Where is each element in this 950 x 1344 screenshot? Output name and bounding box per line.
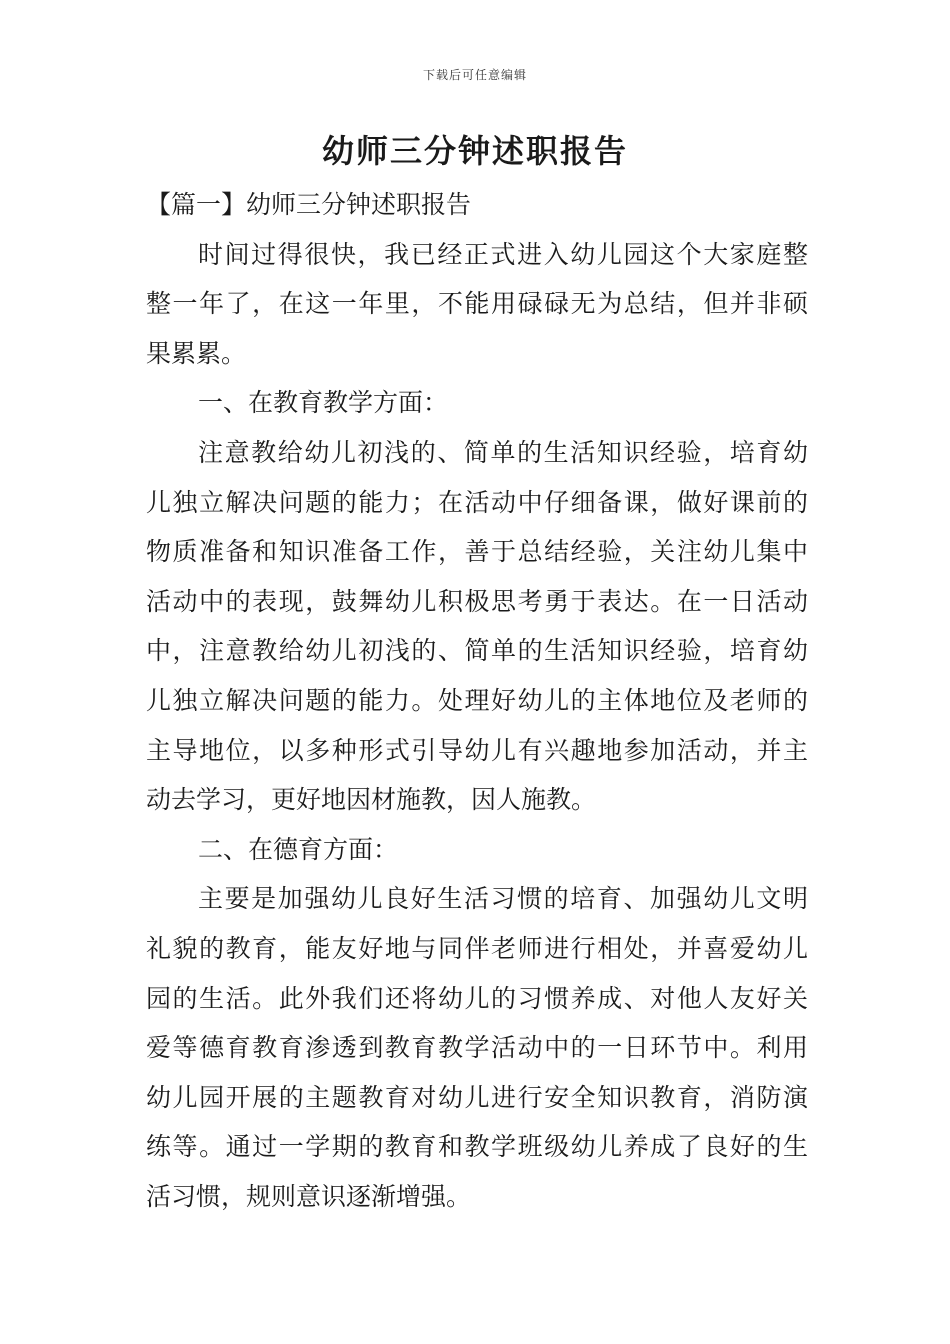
paragraph-line: 物质准备和知识准备工作，善于总结经验，关注幼儿集中 (146, 537, 808, 567)
paragraph-line: 中，注意教给幼儿初浅的、简单的生活知识经验，培育幼 (146, 636, 808, 666)
section-heading: 【篇一】幼师三分钟述职报告 (146, 190, 472, 219)
paragraph-line: 儿独立解决问题的能力。处理好幼儿的主体地位及老师的 (146, 685, 808, 715)
paragraph-line: 活习惯，规则意识逐渐增强。 (146, 1181, 472, 1211)
paragraph-line: 动去学习，更好地因材施教，因人施教。 (146, 785, 597, 815)
subheading: 一、在教育教学方面： (198, 388, 449, 418)
paragraph-line: 活动中的表现，鼓舞幼儿积极思考勇于表达。在一日活动 (146, 586, 808, 616)
paragraph-line: 幼儿园开展的主题教育对幼儿进行安全知识教育，消防演 (146, 1082, 808, 1112)
subheading: 二、在德育方面： (198, 834, 399, 864)
paragraph-line: 儿独立解决问题的能力；在活动中仔细备课，做好课前的 (146, 487, 808, 517)
document-body (146, 180, 808, 1221)
paragraph-line: 整一年了，在这一年里，不能用碌碌无为总结，但并非硕 (146, 289, 808, 319)
paragraph-line: 园的生活。此外我们还将幼儿的习惯养成、对他人友好关 (146, 983, 808, 1013)
paragraph-line: 注意教给幼儿初浅的、简单的生活知识经验，培育幼 (198, 437, 808, 467)
paragraph-line: 练等。通过一学期的教育和教学班级幼儿养成了良好的生 (146, 1132, 808, 1162)
document-title: 幼师三分钟述职报告 (321, 132, 628, 170)
paragraph-line: 果累累。 (146, 338, 247, 368)
paragraph-line: 爱等德育教育渗透到教育教学活动中的一日环节中。利用 (146, 1033, 808, 1063)
paragraph-line: 时间过得很快，我已经正式进入幼儿园这个大家庭整 (198, 239, 808, 269)
paragraph-line: 主要是加强幼儿良好生活习惯的培育、加强幼儿文明 (198, 884, 808, 914)
paragraph-line: 礼貌的教育，能友好地与同伴老师进行相处，并喜爱幼儿 (146, 933, 808, 963)
paragraph-line: 主导地位，以多种形式引导幼儿有兴趣地参加活动，并主 (146, 735, 808, 765)
header-note: 下载后可任意编辑 (422, 68, 527, 82)
